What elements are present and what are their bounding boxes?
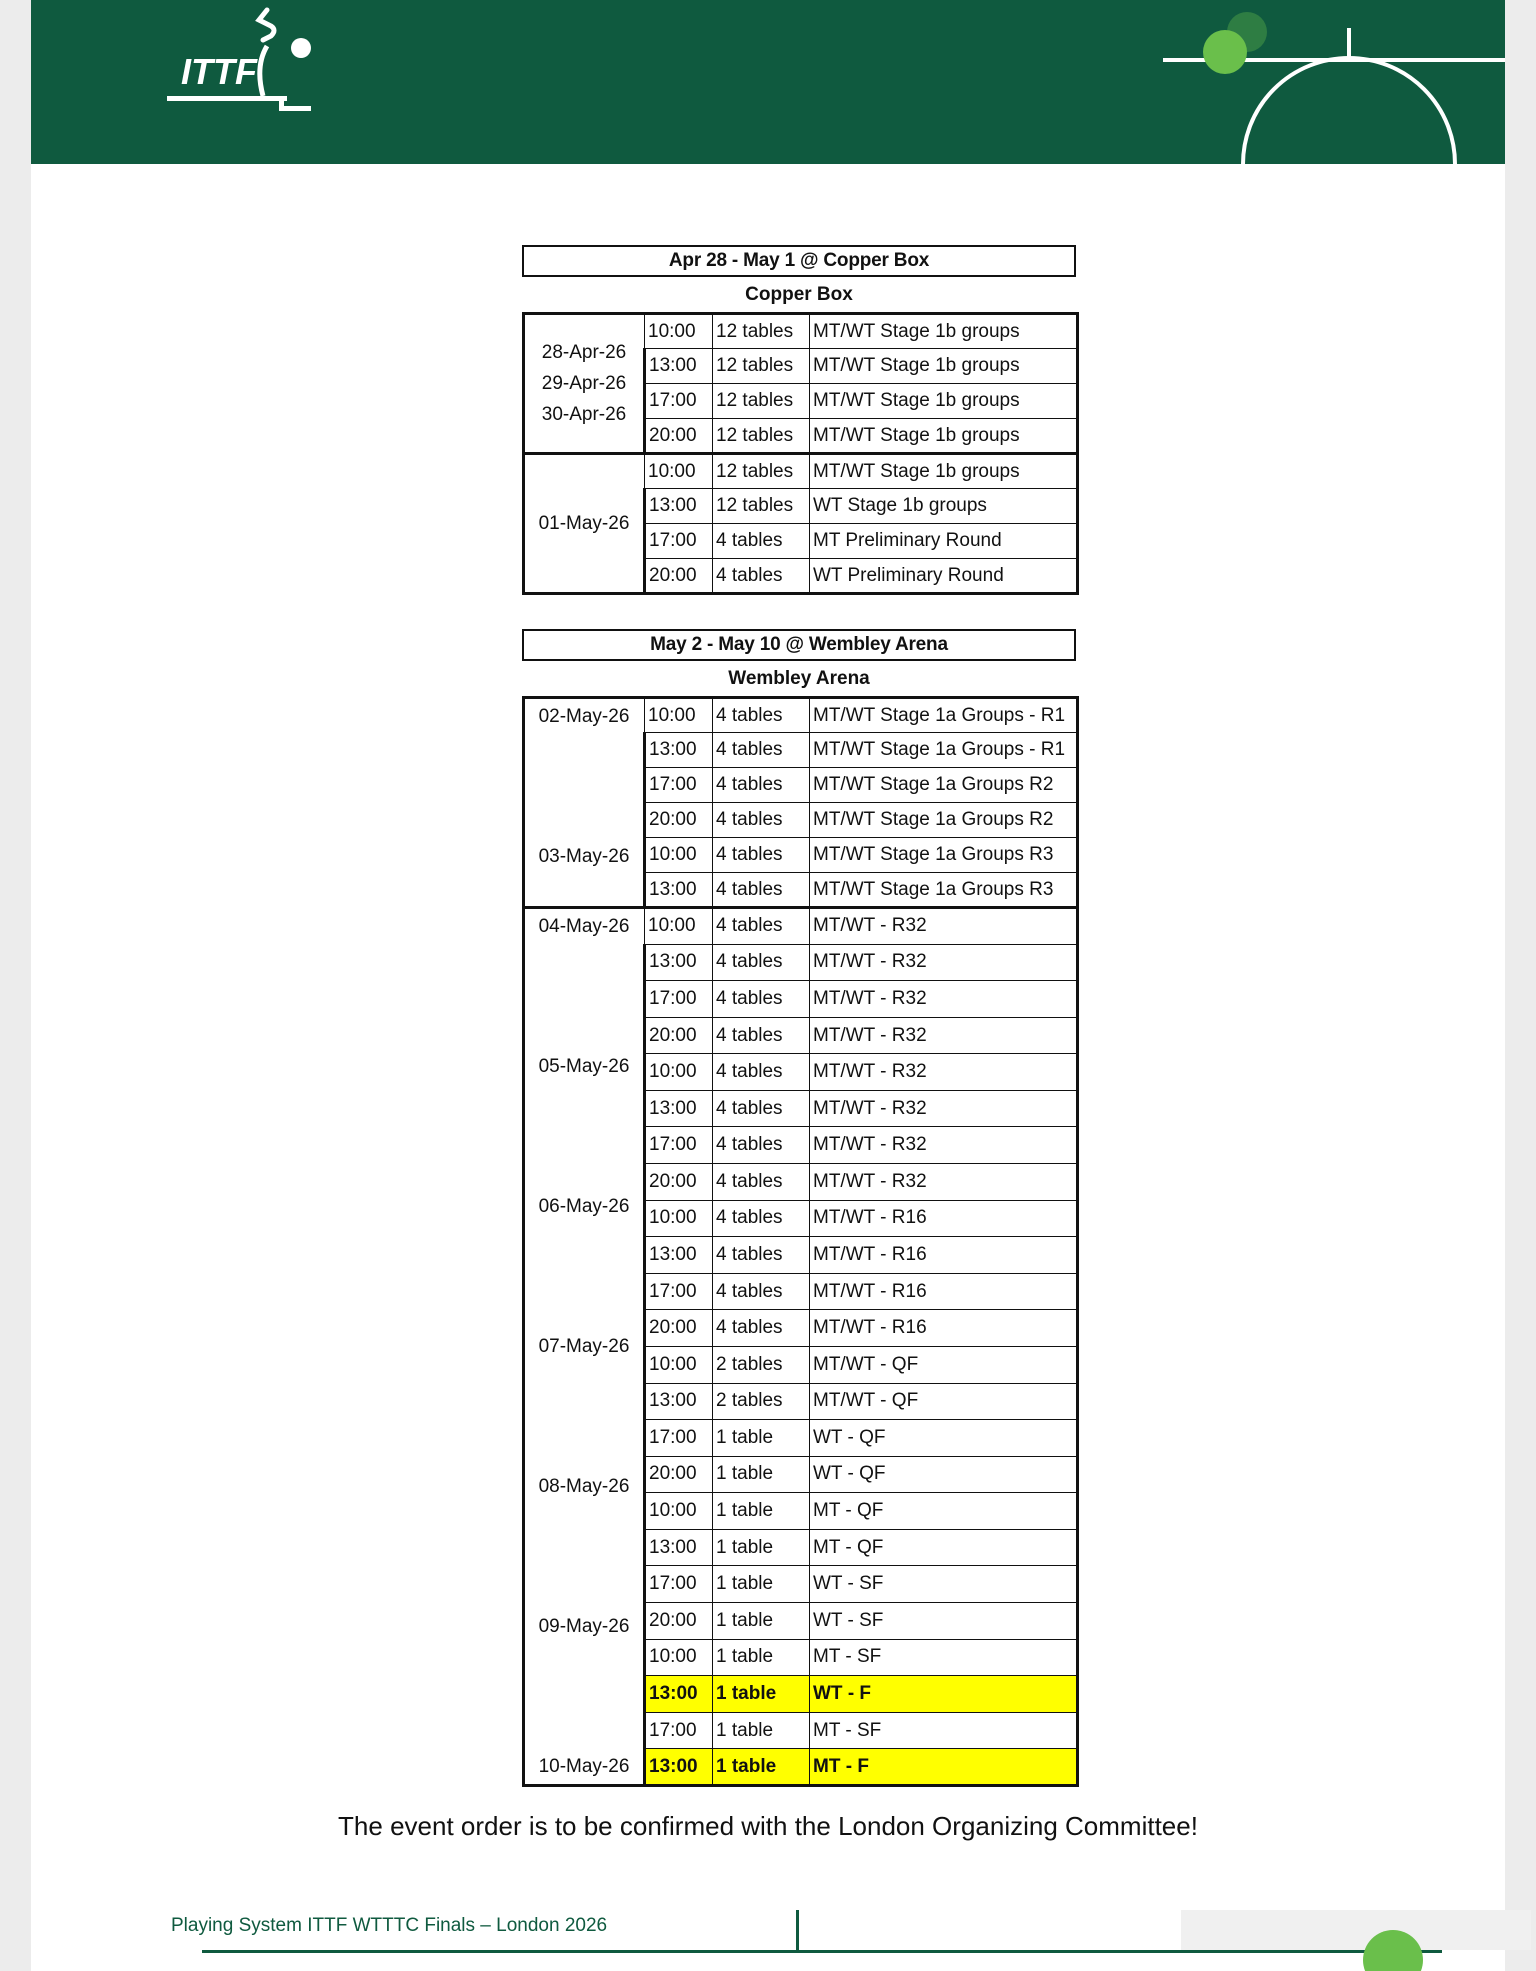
time-cell: 17:00	[645, 1273, 713, 1310]
event-cell: WT - F	[810, 1676, 1078, 1713]
section-caption: May 2 - May 10 @ Wembley Arena	[522, 629, 1076, 661]
ittf-logo	[163, 6, 323, 116]
tables-cell: 4 tables	[713, 1090, 810, 1127]
time-cell: 13:00	[645, 1676, 713, 1713]
time-cell: 20:00	[645, 1456, 713, 1493]
tables-cell: 4 tables	[713, 1237, 810, 1274]
event-cell: MT/WT - QF	[810, 1383, 1078, 1420]
schedule-row	[524, 908, 1078, 945]
event-cell: MT/WT Stage 1a Groups R3	[810, 873, 1078, 908]
event-cell: MT/WT - R32	[810, 1127, 1078, 1164]
time-cell: 20:00	[645, 1602, 713, 1639]
time-cell: 10:00	[645, 908, 713, 945]
tables-cell: 1 table	[713, 1749, 810, 1786]
venue-title: Wembley Arena	[728, 668, 870, 689]
date-label: 28-Apr-26	[541, 342, 627, 363]
tables-cell: 1 table	[713, 1712, 810, 1749]
schedule-row	[524, 698, 1078, 733]
date-label: 03-May-26	[538, 846, 630, 867]
event-cell: MT Preliminary Round	[810, 524, 1078, 559]
event-cell: MT/WT - R32	[810, 1054, 1078, 1091]
event-cell: MT/WT Stage 1b groups	[810, 349, 1078, 384]
event-cell: MT/WT Stage 1a Groups R2	[810, 768, 1078, 803]
time-cell: 20:00	[645, 559, 713, 594]
date-label: 08-May-26	[538, 1476, 630, 1497]
time-cell: 13:00	[645, 1529, 713, 1566]
event-cell: WT Preliminary Round	[810, 559, 1078, 594]
tables-cell: 4 tables	[713, 698, 810, 733]
tables-cell: 4 tables	[713, 944, 810, 981]
tables-cell: 4 tables	[713, 1054, 810, 1091]
section-caption: Apr 28 - May 1 @ Copper Box	[522, 245, 1076, 277]
time-cell: 17:00	[645, 1566, 713, 1603]
date-label: 06-May-26	[538, 1196, 630, 1217]
time-cell: 13:00	[645, 349, 713, 384]
event-cell: WT - QF	[810, 1456, 1078, 1493]
time-cell: 10:00	[645, 1493, 713, 1530]
tables-cell: 1 table	[713, 1676, 810, 1713]
time-cell: 17:00	[645, 981, 713, 1018]
tables-cell: 4 tables	[713, 559, 810, 594]
tables-cell: 4 tables	[713, 838, 810, 873]
event-cell: MT/WT - R32	[810, 1164, 1078, 1201]
tables-cell: 12 tables	[713, 419, 810, 454]
venue-title: Copper Box	[745, 284, 853, 305]
time-cell: 17:00	[645, 1127, 713, 1164]
tables-cell: 1 table	[713, 1456, 810, 1493]
tables-cell: 12 tables	[713, 489, 810, 524]
tables-cell: 4 tables	[713, 981, 810, 1018]
date-cell	[524, 698, 645, 908]
tables-cell: 4 tables	[713, 908, 810, 945]
time-cell: 13:00	[645, 873, 713, 908]
time-cell: 20:00	[645, 1017, 713, 1054]
tables-cell: 4 tables	[713, 768, 810, 803]
event-cell: MT - SF	[810, 1639, 1078, 1676]
time-cell: 13:00	[645, 1237, 713, 1274]
header-banner	[31, 0, 1505, 164]
event-cell: MT/WT Stage 1a Groups - R1	[810, 698, 1078, 733]
time-cell: 17:00	[645, 1420, 713, 1457]
tables-cell: 1 table	[713, 1493, 810, 1530]
tables-cell: 12 tables	[713, 349, 810, 384]
tables-cell: 4 tables	[713, 873, 810, 908]
event-cell: MT/WT - R32	[810, 981, 1078, 1018]
tables-cell: 4 tables	[713, 1200, 810, 1237]
tables-cell: 12 tables	[713, 384, 810, 419]
time-cell: 13:00	[645, 944, 713, 981]
schedule-row	[524, 454, 1078, 489]
date-label: 10-May-26	[538, 1756, 630, 1777]
time-cell: 13:00	[645, 1749, 713, 1786]
tables-cell: 4 tables	[713, 1310, 810, 1347]
event-cell: MT/WT - R16	[810, 1310, 1078, 1347]
time-cell: 10:00	[645, 1200, 713, 1237]
confirmation-note: The event order is to be confirmed with the London Organizing Committee!	[338, 1811, 1198, 1841]
time-cell: 10:00	[645, 1639, 713, 1676]
event-cell: MT - QF	[810, 1493, 1078, 1530]
event-cell: MT/WT - R32	[810, 944, 1078, 981]
table-tennis-court-graphic	[1121, 0, 1505, 164]
footer-decoration	[1181, 1910, 1531, 1971]
tables-cell: 4 tables	[713, 1273, 810, 1310]
event-cell: MT - F	[810, 1749, 1078, 1786]
date-cell	[524, 314, 645, 454]
tables-cell: 1 table	[713, 1566, 810, 1603]
time-cell: 10:00	[645, 1054, 713, 1091]
event-cell: MT/WT - R32	[810, 908, 1078, 945]
time-cell: 20:00	[645, 419, 713, 454]
time-cell: 17:00	[645, 384, 713, 419]
tables-cell: 4 tables	[713, 1127, 810, 1164]
schedule-row	[524, 314, 1078, 349]
event-cell: WT - SF	[810, 1566, 1078, 1603]
event-cell: MT - SF	[810, 1712, 1078, 1749]
date-label: 01-May-26	[538, 513, 630, 534]
time-cell: 13:00	[645, 1383, 713, 1420]
tables-cell: 4 tables	[713, 1164, 810, 1201]
tables-cell: 1 table	[713, 1602, 810, 1639]
document-page	[31, 0, 1505, 1971]
event-cell: MT/WT Stage 1b groups	[810, 454, 1078, 489]
date-label: 30-Apr-26	[541, 404, 627, 425]
date-label: 02-May-26	[538, 706, 630, 727]
date-label: 07-May-26	[538, 1336, 630, 1357]
svg-text:ITTF: ITTF	[181, 51, 257, 92]
tables-cell: 2 tables	[713, 1346, 810, 1383]
footer-divider	[796, 1910, 799, 1952]
event-cell: WT Stage 1b groups	[810, 489, 1078, 524]
copper-box-schedule	[522, 245, 1076, 595]
date-label: 04-May-26	[538, 916, 630, 937]
date-label: 05-May-26	[538, 1056, 630, 1077]
event-cell: MT/WT - R32	[810, 1017, 1078, 1054]
event-cell: WT - SF	[810, 1602, 1078, 1639]
event-cell: WT - QF	[810, 1420, 1078, 1457]
schedule-table	[522, 696, 1079, 1787]
schedule-table	[522, 312, 1079, 595]
time-cell: 17:00	[645, 768, 713, 803]
event-cell: MT/WT Stage 1b groups	[810, 314, 1078, 349]
time-cell: 17:00	[645, 1712, 713, 1749]
event-cell: MT/WT - QF	[810, 1346, 1078, 1383]
event-cell: MT/WT - R16	[810, 1200, 1078, 1237]
time-cell: 13:00	[645, 489, 713, 524]
tables-cell: 4 tables	[713, 733, 810, 768]
time-cell: 20:00	[645, 803, 713, 838]
tables-cell: 4 tables	[713, 1017, 810, 1054]
tables-cell: 4 tables	[713, 803, 810, 838]
date-label: 09-May-26	[538, 1616, 630, 1637]
event-cell: MT/WT Stage 1b groups	[810, 419, 1078, 454]
time-cell: 17:00	[645, 524, 713, 559]
time-cell: 13:00	[645, 733, 713, 768]
date-label: 29-Apr-26	[541, 373, 627, 394]
tables-cell: 1 table	[713, 1639, 810, 1676]
tables-cell: 12 tables	[713, 314, 810, 349]
time-cell: 10:00	[645, 314, 713, 349]
tables-cell: 2 tables	[713, 1383, 810, 1420]
tables-cell: 1 table	[713, 1529, 810, 1566]
event-cell: MT/WT - R16	[810, 1237, 1078, 1274]
tables-cell: 12 tables	[713, 454, 810, 489]
time-cell: 10:00	[645, 454, 713, 489]
event-cell: MT/WT - R16	[810, 1273, 1078, 1310]
time-cell: 20:00	[645, 1164, 713, 1201]
time-cell: 13:00	[645, 1090, 713, 1127]
event-cell: MT/WT Stage 1a Groups R3	[810, 838, 1078, 873]
date-cell	[524, 908, 645, 1786]
footer-title: Playing System ITTF WTTTC Finals – London 2026	[171, 1915, 608, 1936]
time-cell: 10:00	[645, 838, 713, 873]
tables-cell: 4 tables	[713, 524, 810, 559]
time-cell: 10:00	[645, 1346, 713, 1383]
event-cell: MT/WT Stage 1a Groups - R1	[810, 733, 1078, 768]
date-cell	[524, 454, 645, 594]
wembley-arena-schedule	[522, 629, 1076, 1787]
event-cell: MT/WT Stage 1a Groups R2	[810, 803, 1078, 838]
event-cell: MT/WT - R32	[810, 1090, 1078, 1127]
event-cell: MT/WT Stage 1b groups	[810, 384, 1078, 419]
time-cell: 20:00	[645, 1310, 713, 1347]
tables-cell: 1 table	[713, 1420, 810, 1457]
event-cell: MT - QF	[810, 1529, 1078, 1566]
time-cell: 10:00	[645, 698, 713, 733]
